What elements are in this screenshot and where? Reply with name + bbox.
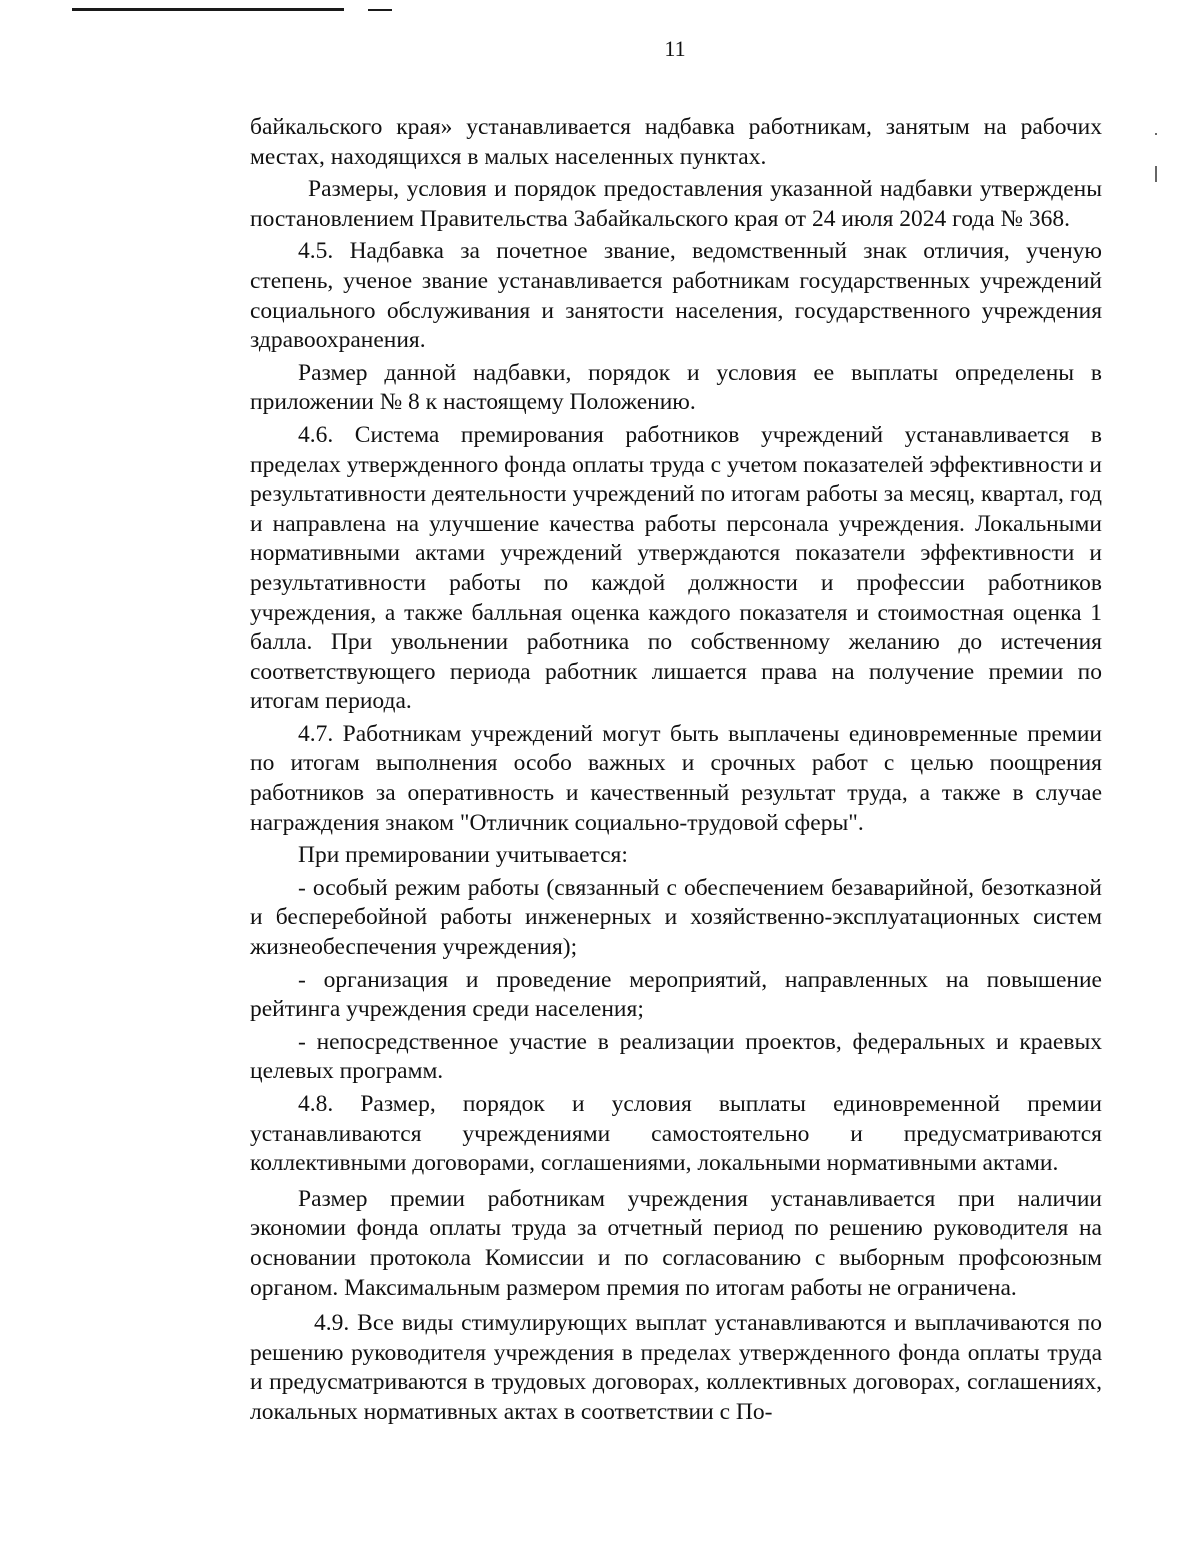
scan-artifact-mark: [1155, 166, 1157, 182]
paragraph-allowance-conditions: Размеры, условия и порядок предоставления указанной надбавки утверждены постановлением Правительства Забайкальского края от 24 июля 2024 года № 368.: [250, 176, 1102, 232]
scan-artifact-dot: [1155, 133, 1157, 135]
paragraph-bonus-considerations: При премировании учитывается:: [298, 842, 628, 869]
paragraph-4-8: 4.8. Размер, порядок и условия выплаты единовременной премии устанавливаются учреждениями самостоятельно и предусматриваются коллективными договорами, соглашениями, локальными нормативными актами.: [250, 1091, 1102, 1177]
list-item-special-mode: - особый режим работы (связанный с обеспечением безаварийной, безотказной и бесперебойной работы инженерных и хозяйственно-эксплуатационных систем жизнеобеспечения учреждения);: [250, 874, 1102, 961]
paragraph-bonus-size: Размер премии работникам учреждения устанавливается при наличии экономии фонда оплаты труда за отчетный период по решению руководителя на основании протокола Комиссии и по согласованию с выборным профсоюзным органом. Максимальным размером премия по итогам работы не ограничена.: [250, 1185, 1102, 1301]
paragraph-4-7: 4.7. Работникам учреждений могут быть выплачены единовременные премии по итогам выполнения особо важных и срочных работ с целью поощрения работников за оперативность и качественный результат труда, а также в случае награждения знаком "Отличник социально-трудовой сферы".: [250, 720, 1102, 836]
paragraph-4-9: 4.9. Все виды стимулирующих выплат устанавливаются и выплачиваются по решению руководителя учреждения в пределах утвержденного фонда оплаты труда и предусматриваются в трудовых договорах, коллективных договорах, соглашениях, локальных нормативных актах в соответствии с По-: [250, 1310, 1102, 1425]
scan-artifact-rule: [72, 8, 344, 11]
paragraph-allowance-size: Размер данной надбавки, порядок и условия ее выплаты определены в приложении № 8 к настоящему Положению.: [250, 359, 1102, 416]
paragraph-continuation: байкальского края» устанавливается надбавка работникам, занятым на рабочих местах, находящихся в малых населенных пунктах.: [250, 114, 1102, 170]
scan-artifact-rule-short: [368, 9, 392, 11]
list-item-programs: - непосредственное участие в реализации проектов, федеральных и краевых целевых программ.: [250, 1028, 1102, 1085]
page-number: 11: [664, 36, 686, 61]
list-item-events: - организация и проведение мероприятий, направленных на повышение рейтинга учреждения среди населения;: [250, 966, 1102, 1023]
paragraph-4-5: 4.5. Надбавка за почетное звание, ведомственный знак отличия, ученую степень, ученое звание устанавливается работникам государственных учреждений социального обслуживания и занятости населения, государственного учреждения здравоохранения.: [250, 238, 1102, 354]
document-body: [250, 113, 1102, 1431]
paragraph-4-6: 4.6. Система премирования работников учреждений устанавливается в пределах утвержденного фонда оплаты труда с учетом показателей эффективности и результативности деятельности учреждений по итогам работы за месяц, квартал, год и направлена на улучшение качества работы персонала учреждения. Локальными нормативными актами учреждений утверждаются показатели эффективности и результативности работы по каждой должности и профессии работников учреждения, а также балльная оценка каждого показателя и стоимостная оценка 1 балла. При увольнении работника по собственному желанию до истечения соответствующего периода работник лишается права на получение премии по итогам периода.: [250, 421, 1102, 715]
